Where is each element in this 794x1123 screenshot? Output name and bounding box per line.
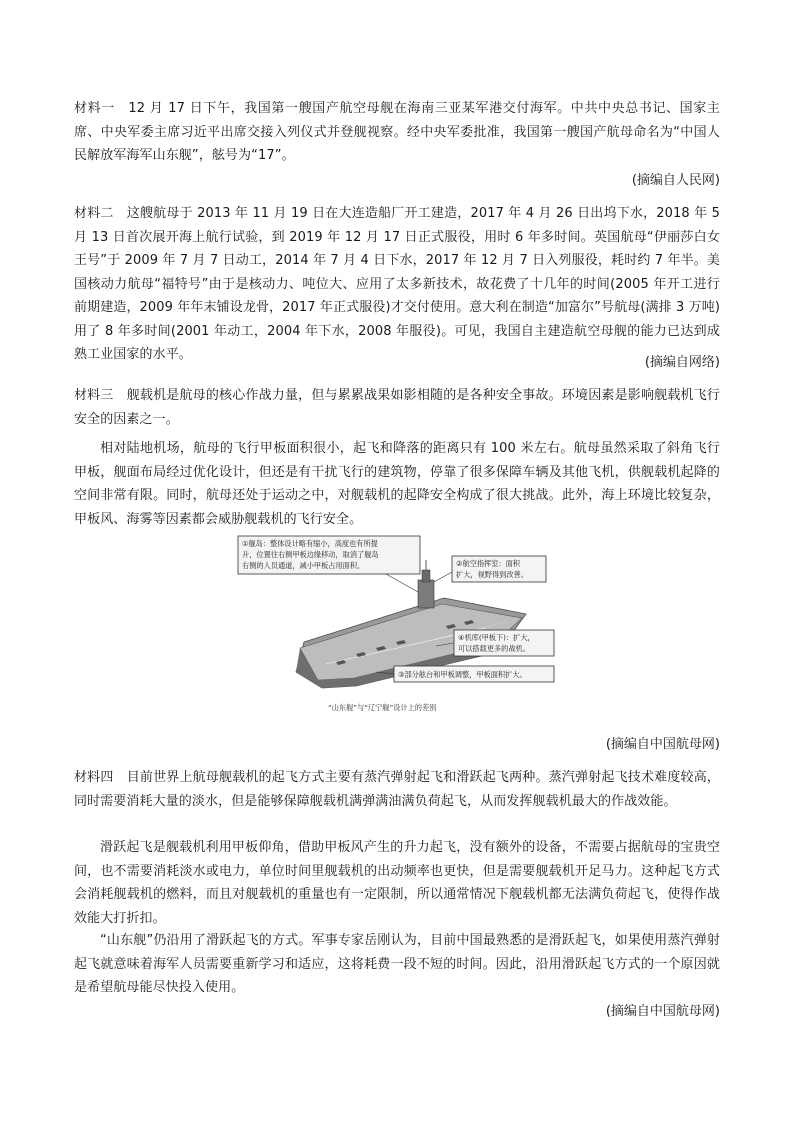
callout-island-line3: 右侧的人员通道，减小甲板占用面积。 xyxy=(242,561,365,570)
island-shape xyxy=(418,580,434,608)
material-3-source: (摘编自中国航母网) xyxy=(605,737,720,752)
material-1-text: 材料一 12 月 17 日下午，我国第一艘国产航空母舰在海南三亚某军港交付海军。中共中央总书记、国家主席、中央军委主席习近平出席交接入列仪式并登舰视察。经中央军委批准，我国第一艘国产航母命名为“中国人民解放军海军山东舰”，舷号为“17”。 xyxy=(74,101,720,163)
carrier-design-figure xyxy=(236,530,558,730)
material-2-source: (摘编自网络) xyxy=(644,355,720,370)
material-3-body: 相对陆地机场，航母的飞行甲板面积很小，起飞和降落的距离只有 100 米左右。航母虽然采取了斜角飞行甲板，舰面布局经过优化设计，但还是有干扰飞行的建筑物，停靠了很多保障车辆及其他飞机，供舰载机起降的空间非常有限。同时，航母还处于运动之中，对舰载机的起降安全构成了很大挑战。此外，海上环境比较复杂，甲板风、海雾等因素都会威胁舰载机的飞行安全。 xyxy=(74,441,720,527)
material-4-source: (摘编自中国航母网) xyxy=(605,1004,720,1019)
callout-deck-text: ③部分舷台和甲板调整，甲板面积扩大。 xyxy=(398,670,527,679)
callout-hangar-line1: ④机库(甲板下)：扩大， xyxy=(458,633,535,642)
material-4-conclusion: “山东舰”仍沿用了滑跃起飞的方式。军事专家岳刚认为，目前中国最熟悉的是滑跃起飞，如果使用蒸汽弹射起飞就意味着海军人员需要重新学习和适应，这将耗费一段不短的时间。因此，沿用滑跃起飞方式的一个原因就是希望航母能尽快投入使用。 xyxy=(74,933,720,995)
figure-caption: “山东舰”与“辽宁舰”设计上的差别 xyxy=(328,703,437,712)
callout-hangar-line2: 可以搭载更多的战机。 xyxy=(458,644,530,653)
callout-island-line2: 升，位置往右侧甲板边缘移动，取消了舰岛 xyxy=(242,550,379,559)
material-4-intro: 材料四 目前世界上航母舰载机的起飞方式主要有蒸汽弹射起飞和滑跃起飞两种。蒸汽弹射起飞技术难度较高，同时需要消耗大量的淡水，但是能够保障舰载机满弹满油满负荷起飞，从而发挥舰载机最大的作战效能。 xyxy=(74,770,720,809)
material-2-text: 材料二 这艘航母于 2013 年 11 月 19 日在大连造船厂开工建造，2017 年 4 月 26 日出坞下水，2018 年 5 月 13 日首次展开海上航行试验，到 2019 年 12 月 17 日正式服役，用时 6 年多时间。英国航母“伊丽莎白女王号”于 2009 年 7 月 7 日动工，2014 年 7 月 4 日下水，2017 年 12 月 7 日入列服役，耗时约 7 年半。美国核动力航母“福特号”由于是核动力、吨位大、应用了太多新技术，故花费了十几年的时间(2005 年开工进行前期建造，2009 年年末铺设龙骨，2017 年正式服役)才交付使用。意大利在制造“加富尔”号航母(满排 3 万吨)用了 8 年多时间(2001 年动工，2004 年下水，2008 年服役)。可见，我国自主建造航空母舰的能力已达到成熟工业国家的水平。 xyxy=(74,206,720,362)
callout-island-line1: ①舰岛：整体设计略有缩小，高度也有所提 xyxy=(242,539,378,548)
material-3-intro: 材料三 舰载机是航母的核心作战力量，但与累累战果如影相随的是各种安全事故。环境因素是影响舰载机飞行安全的因素之一。 xyxy=(74,388,720,427)
material-1-source: (摘编自人民网) xyxy=(631,173,720,188)
carrier-illustration xyxy=(236,530,558,730)
callout-command-line2: 扩大，视野得到改善。 xyxy=(456,570,528,579)
material-4-body: 滑跃起飞是舰载机利用甲板仰角，借助甲板风产生的升力起飞，没有额外的设备，不需要占据航母的宝贵空间，也不需要消耗淡水或电力，单位时间里舰载机的出动频率也更快，但是需要舰载机开足马力。这种起飞方式会消耗舰载机的燃料，而且对舰载机的重量也有一定限制，所以通常情况下舰载机都无法满负荷起飞，使得作战效能大打折扣。 xyxy=(74,840,720,926)
callout-command-line1: ②航空指挥室：面积 xyxy=(456,559,520,568)
